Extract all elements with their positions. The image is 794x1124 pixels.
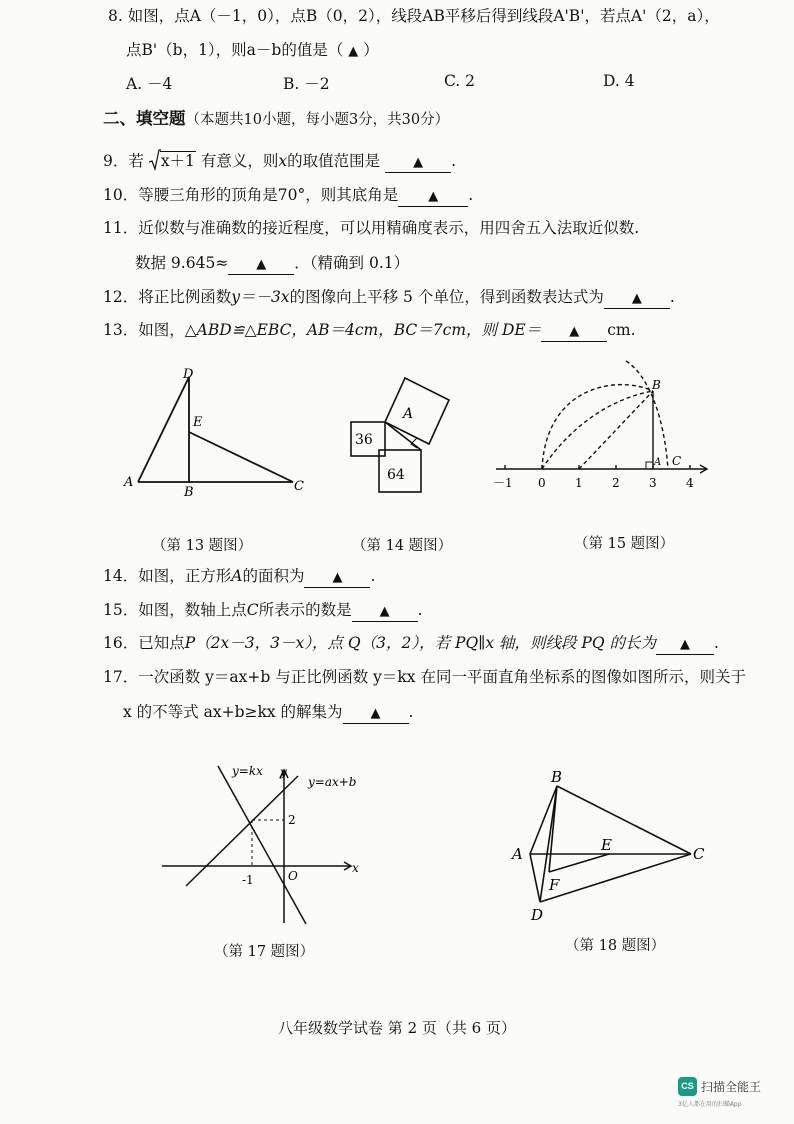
scanner-name: 扫描全能王 bbox=[701, 1080, 762, 1094]
q14-answer-blank[interactable]: ▲ bbox=[304, 567, 370, 588]
q10: 10．等腰三角形的顶角是70°，则其底角是 ▲ . bbox=[103, 184, 473, 207]
label-b: B bbox=[652, 378, 661, 392]
q10-answer-blank[interactable]: ▲ bbox=[398, 186, 468, 207]
caption-13: （第 13 题图） bbox=[152, 538, 253, 554]
q14: 14．如图，正方形A的面积为 ▲ . bbox=[103, 565, 375, 588]
label-e: E bbox=[193, 415, 203, 430]
label-a: A bbox=[124, 475, 134, 490]
section-2-title: 二、填空题（本题共10小题，每小题3分，共30分） bbox=[103, 109, 450, 128]
q16: 16．已知点P（2x－3，3－x），点 Q（3，2），若 PQ∥x 轴，则线段 PQ 的长为 ▲ . bbox=[103, 632, 719, 655]
q16-answer-blank[interactable]: ▲ bbox=[656, 634, 714, 655]
scanner-tagline: 3亿人都在用的扫描App bbox=[678, 1101, 742, 1108]
label-36: 36 bbox=[355, 432, 373, 448]
arc-3 bbox=[626, 361, 668, 469]
label-2: 2 bbox=[288, 813, 296, 827]
label-b: B bbox=[551, 768, 563, 786]
figure-17 bbox=[158, 758, 368, 928]
q8-option-a: A. －4 bbox=[126, 75, 173, 93]
q15: 15．如图，数轴上点C所表示的数是 ▲ . bbox=[103, 599, 423, 622]
label-c: C bbox=[672, 454, 682, 468]
label-e: E bbox=[601, 836, 612, 854]
q11-answer-blank[interactable]: ▲ bbox=[228, 254, 294, 275]
tick-4: 4 bbox=[686, 476, 694, 490]
label-a: A bbox=[512, 845, 523, 863]
label-a: A bbox=[654, 457, 662, 468]
q17-line1: 17．一次函数 y＝ax+b 与正比例函数 y＝kx 在同一平面直角坐标系的图像如图所示，则关于 bbox=[103, 668, 746, 686]
arc-2 bbox=[542, 385, 653, 469]
label-64: 64 bbox=[387, 467, 405, 483]
label-minus-1: -1 bbox=[242, 873, 254, 887]
q11-line2: 数据 9.645≈ ▲ ．（精确到 0.1） bbox=[135, 252, 409, 275]
tick-2: 2 bbox=[612, 476, 620, 490]
square-a bbox=[385, 378, 449, 444]
sqrt-expression: x＋1 bbox=[149, 150, 196, 172]
q8-line2: 点B'（b，1），则a－b的值是（ ▲ ） bbox=[126, 41, 379, 59]
label-x: x bbox=[352, 861, 359, 875]
q17-line2: x 的不等式 ax+b≥kx 的解集为 ▲ . bbox=[123, 701, 413, 724]
q9-answer-blank[interactable]: ▲ bbox=[385, 152, 451, 173]
page-footer: 八年级数学试卷 第 2 页（共 6 页） bbox=[278, 1019, 516, 1037]
q8-option-b: B. －2 bbox=[283, 75, 330, 93]
q12-answer-blank[interactable]: ▲ bbox=[604, 288, 670, 309]
label-f: F bbox=[549, 876, 560, 894]
label-d: D bbox=[183, 367, 194, 382]
caption-17: （第 17 题图） bbox=[214, 944, 315, 960]
label-y: y bbox=[280, 765, 287, 779]
triangle-ebc bbox=[189, 432, 293, 482]
figure-13 bbox=[118, 362, 308, 502]
label-a: A bbox=[403, 406, 414, 422]
q13: 13．如图，△ABD≌△EBC，AB＝4cm，BC＝7cm，则 DE＝ ▲ cm. bbox=[103, 319, 636, 342]
q8-line1: 8. 如图，点A（－1，0），点B（0，2），线段AB平移后得到线段A'B'，若点A'（2，a）， bbox=[108, 7, 720, 25]
caption-14: （第 14 题图） bbox=[352, 538, 453, 554]
q8-option-d: D. 4 bbox=[603, 72, 635, 90]
sqrt-icon bbox=[149, 149, 161, 171]
scanner-watermark bbox=[678, 1075, 788, 1115]
tick-1: 1 bbox=[575, 476, 583, 490]
label-y-ax-b: y=ax+b bbox=[308, 775, 357, 789]
q17-answer-blank[interactable]: ▲ bbox=[343, 703, 409, 724]
arc-1 bbox=[542, 391, 653, 469]
q11-line1: 11．近似数与准确数的接近程度，可以用精确度表示，用四舍五入法取近似数. bbox=[103, 219, 640, 237]
q13-answer-blank[interactable]: ▲ bbox=[541, 321, 607, 342]
caption-18: （第 18 题图） bbox=[565, 938, 666, 954]
q9: 9．若 x＋1 有意义，则x的取值范围是 ▲ . bbox=[103, 150, 456, 173]
label-b: B bbox=[184, 485, 194, 500]
figure-14 bbox=[345, 372, 465, 498]
scanner-logo-icon: CS bbox=[678, 1077, 697, 1096]
tick-minus-1: －1 bbox=[493, 476, 513, 490]
label-o: O bbox=[288, 869, 298, 883]
label-d: D bbox=[531, 906, 544, 924]
triangle-abd bbox=[138, 377, 189, 482]
label-c: C bbox=[294, 479, 304, 494]
figure-15 bbox=[488, 355, 713, 495]
tick-0: 0 bbox=[538, 476, 546, 490]
line-y-ax-b bbox=[186, 776, 298, 886]
q15-answer-blank[interactable]: ▲ bbox=[352, 601, 418, 622]
caption-15: （第 15 题图） bbox=[574, 536, 675, 552]
q12: 12．将正比例函数y＝－3x的图像向上平移 5 个单位，得到函数表达式为 ▲ . bbox=[103, 286, 675, 309]
label-c: C bbox=[693, 845, 705, 863]
line-y-kx bbox=[218, 766, 306, 924]
tick-3: 3 bbox=[649, 476, 657, 490]
q8-option-c: C. 2 bbox=[444, 72, 476, 90]
label-y-kx: y=kx bbox=[232, 764, 263, 778]
figure-18 bbox=[505, 762, 717, 930]
